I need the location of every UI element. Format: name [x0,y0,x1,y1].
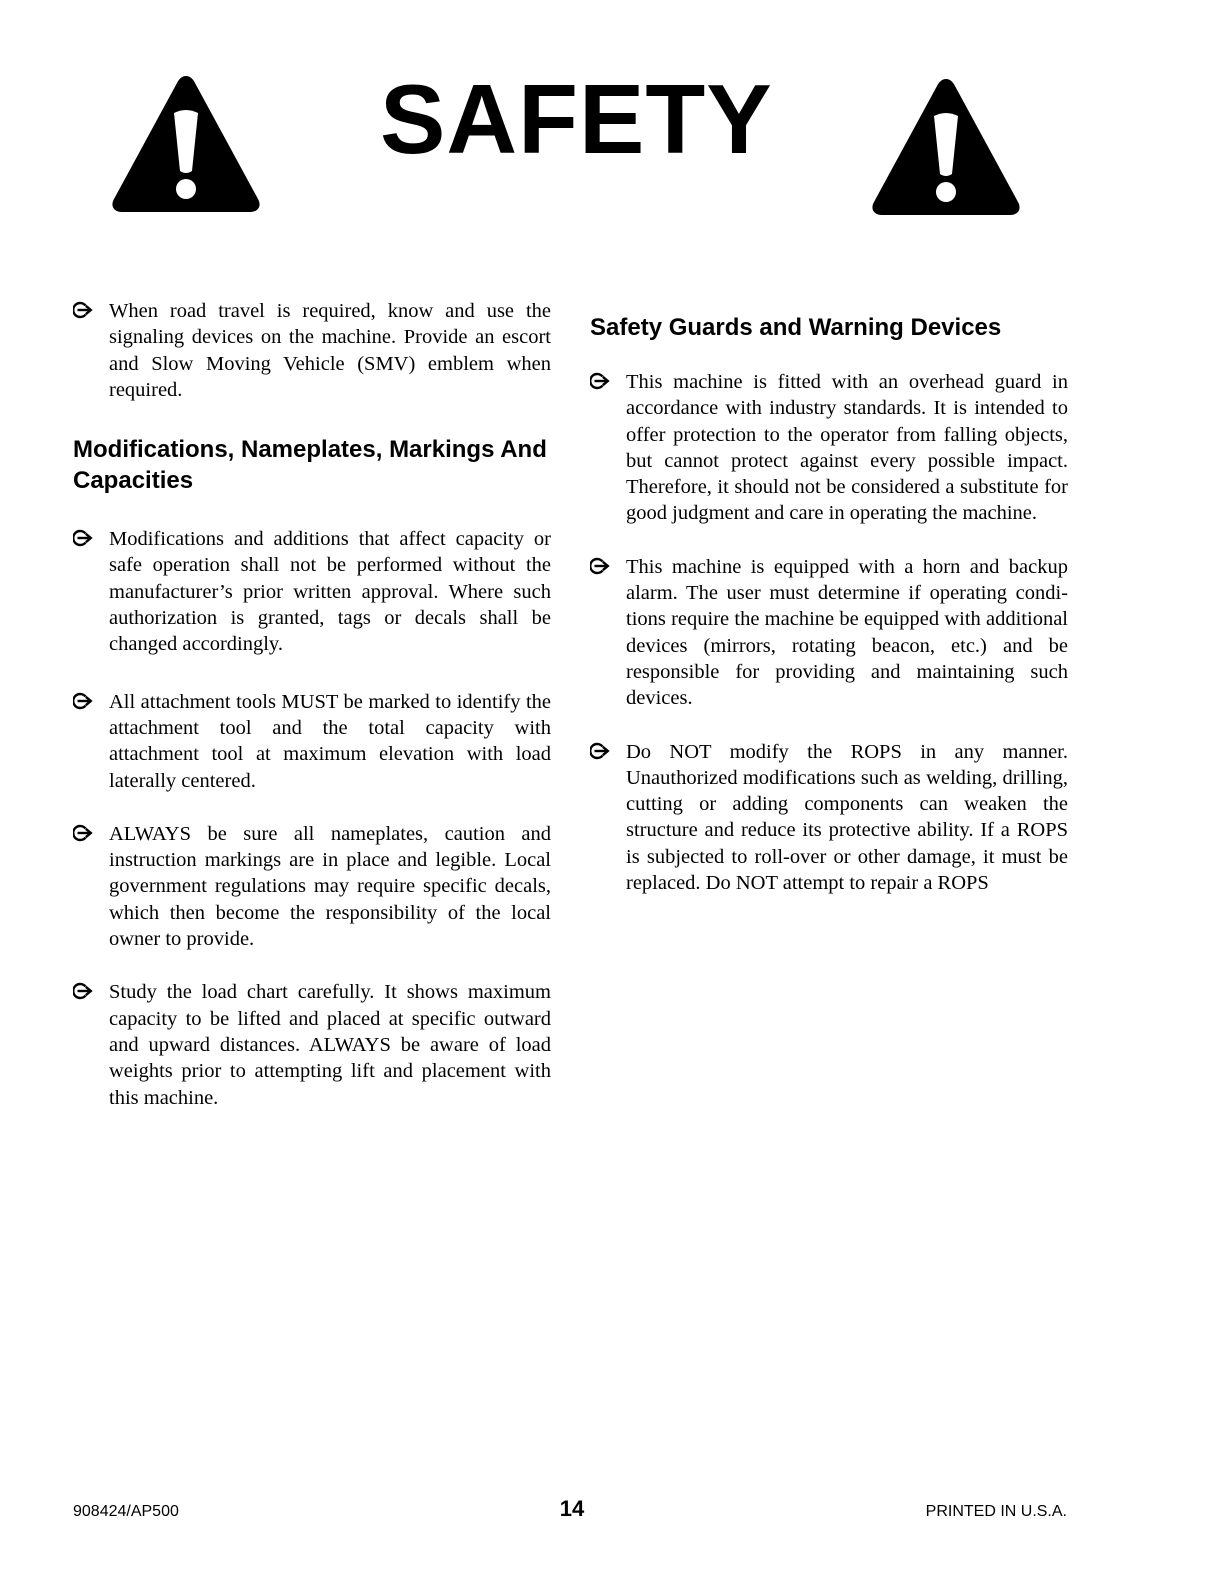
right-arrow-icon [590,371,610,391]
bullet-item [73,526,551,657]
right-arrow-icon [73,823,93,843]
bullet-item [73,821,551,952]
bullet-item [73,979,551,1110]
right-arrow-icon [73,528,93,548]
bullet-item [590,369,1068,527]
bullet-item [73,298,551,403]
bullet-text: This machine is equipped with a horn and backup alarm. The user must determine if operating conditions require the machine be equipped with additional devices (mirrors, rotating beacon, etc.) and be responsible for providing and maintaining such devices. [626,555,1068,710]
bullet-text: ALWAYS be sure all nameplates, caution and instruction markings are in place and legible. Local government regulations may require specific decals, which then become the responsibility of the local owner to provide. [109,822,551,951]
right-arrow-icon [590,741,610,761]
left-column [73,298,551,1111]
bullet-item [590,739,1068,897]
right-column [590,312,1068,896]
right-arrow-icon [590,556,610,576]
footer-printed-in: PRINTED IN U.S.A. [925,1503,1067,1520]
bullet-text: This machine is fitted with an overhead guard in accordance with industry standards. It is intended to offer protection to the operator from falling objects, but cannot protect against every possible impact. Therefore, it should not be considered a substitute for good judgment and care in operating the machine. [626,371,1068,525]
bullet-text: Study the load chart carefully. It shows maximum capacity to be lifted and placed at specific outward and upward distances. ALWAYS be aware of load weights prior to attempting lift and placement with this machine. [109,981,551,1109]
bullet-text: Do NOT modify the ROPS in any manner. Unauthorized modifications such as welding, drilling, cutting or adding components can weaken the structure and reduce its protective ability. If a ROPS is subjected to roll-over or other damage, it must be replaced. Do NOT attempt to repair a ROPS [626,740,1068,895]
warning-triangle-icon [870,76,1022,218]
page-title: SAFETY [380,64,773,174]
bullet-item [590,554,1068,712]
footer-doc-number: 908424/AP500 [73,1503,179,1520]
bullet-text: Modifications and additions that affect capacity or safe operation shall not be performed without the manufacturer’s prior written approval. Where such authorization is granted, tags or decals shall be changed accordingly. [109,528,551,656]
footer-page-number: 14 [559,1496,585,1521]
right-arrow-icon [73,691,93,711]
right-arrow-icon [73,300,93,320]
bullet-text: When road travel is required, know and use the signaling devices on the machine. Provide an escort and Slow Moving Vehicle (SMV) emblem when required. [109,300,551,401]
bullet-item [73,689,551,794]
section-heading-safety-guards: Safety Guards and Warning Devices [590,314,1002,341]
section-heading-modifications: Modifications, Nameplates, Markings And Capacities [73,436,547,495]
right-arrow-icon [73,981,93,1001]
bullet-text: All attachment tools MUST be marked to identify the attachment tool and the total capacity with attachment tool at maximum elevation with load laterally centered. [109,690,551,792]
warning-triangle-icon [110,73,262,215]
